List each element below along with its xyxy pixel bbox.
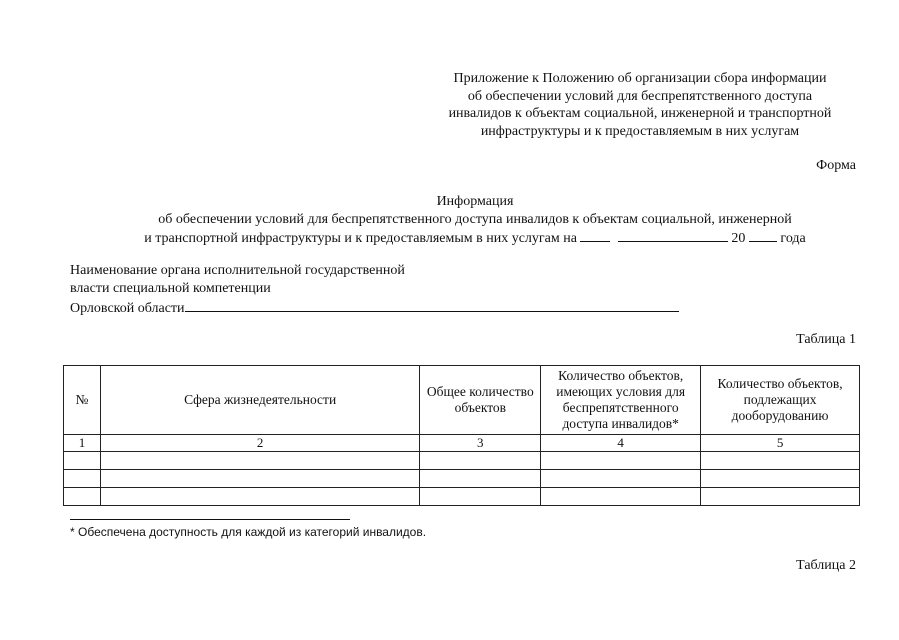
table-row [64,452,860,470]
table-cell[interactable] [541,452,701,470]
table-cell[interactable] [420,452,541,470]
appendix-line: инвалидов к объектам социальной, инженерной и транспортной [448,106,832,121]
appendix-header [380,70,899,140]
table-cell[interactable] [541,470,701,488]
table-cell[interactable] [701,488,860,506]
organization-line-3 [70,298,679,318]
table-cell[interactable] [100,488,419,506]
header-total-objects: Общее количество объектов [420,366,541,435]
table-row [64,488,860,506]
organization-region: Орловской области [70,301,185,316]
header-number: № [64,366,101,435]
appendix-line: об обеспечении условий для беспрепятственного доступа [467,88,813,104]
organization-name-field[interactable] [185,298,679,312]
table-cell[interactable] [64,488,101,506]
table-cell[interactable] [64,470,101,488]
table-cell[interactable] [541,488,701,506]
table-header-row [64,366,860,435]
table-1 [63,365,860,506]
column-number: 1 [64,435,101,452]
document-title [60,193,890,248]
organization-line-2: власти специальной компетенции [70,281,271,296]
table-1-label: Таблица 1 [796,332,856,347]
appendix-line: Приложение к Положению об организации сбора информации [453,71,827,86]
table-cell[interactable] [64,452,101,470]
table-2-label: Таблица 2 [796,558,856,573]
year-prefix: 20 [731,231,746,246]
organization-block [70,262,679,318]
appendix-line: инфраструктуры и к предоставляемым в них услугам [480,123,800,139]
title-heading: Информация [436,194,514,209]
table-cell[interactable] [701,452,860,470]
table-cell[interactable] [420,488,541,506]
year-blank[interactable] [749,229,777,242]
title-line-2 [60,229,890,248]
year-suffix: года [780,231,806,246]
title-line-1: об обеспечении условий для беспрепятственного доступа инвалидов к объектам социальной, инженерной [158,212,792,227]
column-number: 3 [420,435,541,452]
table-cell[interactable] [100,470,419,488]
footnote: * Обеспечена доступность для каждой из категорий инвалидов. [70,525,427,539]
table-cell[interactable] [420,470,541,488]
table-cell[interactable] [701,470,860,488]
column-number: 2 [100,435,419,452]
organization-line-1: Наименование органа исполнительной государственной [70,263,405,278]
column-number-row [64,435,860,452]
column-number: 5 [701,435,860,452]
title-line-2-text: и транспортной инфраструктуры и к предоставляемым в них услугам на [144,231,577,246]
table-row [64,470,860,488]
form-label: Форма [816,158,856,173]
header-accessible-objects: Количество объектов, имеющих условия для беспрепятственного доступа инвалидов* [541,366,701,435]
header-objects-to-equip: Количество объектов, подлежащих дооборудованию [701,366,860,435]
month-blank[interactable] [618,229,728,242]
day-blank[interactable] [580,229,610,242]
header-sphere: Сфера жизнедеятельности [100,366,419,435]
column-number: 4 [541,435,701,452]
table-cell[interactable] [100,452,419,470]
footnote-divider [70,519,350,520]
